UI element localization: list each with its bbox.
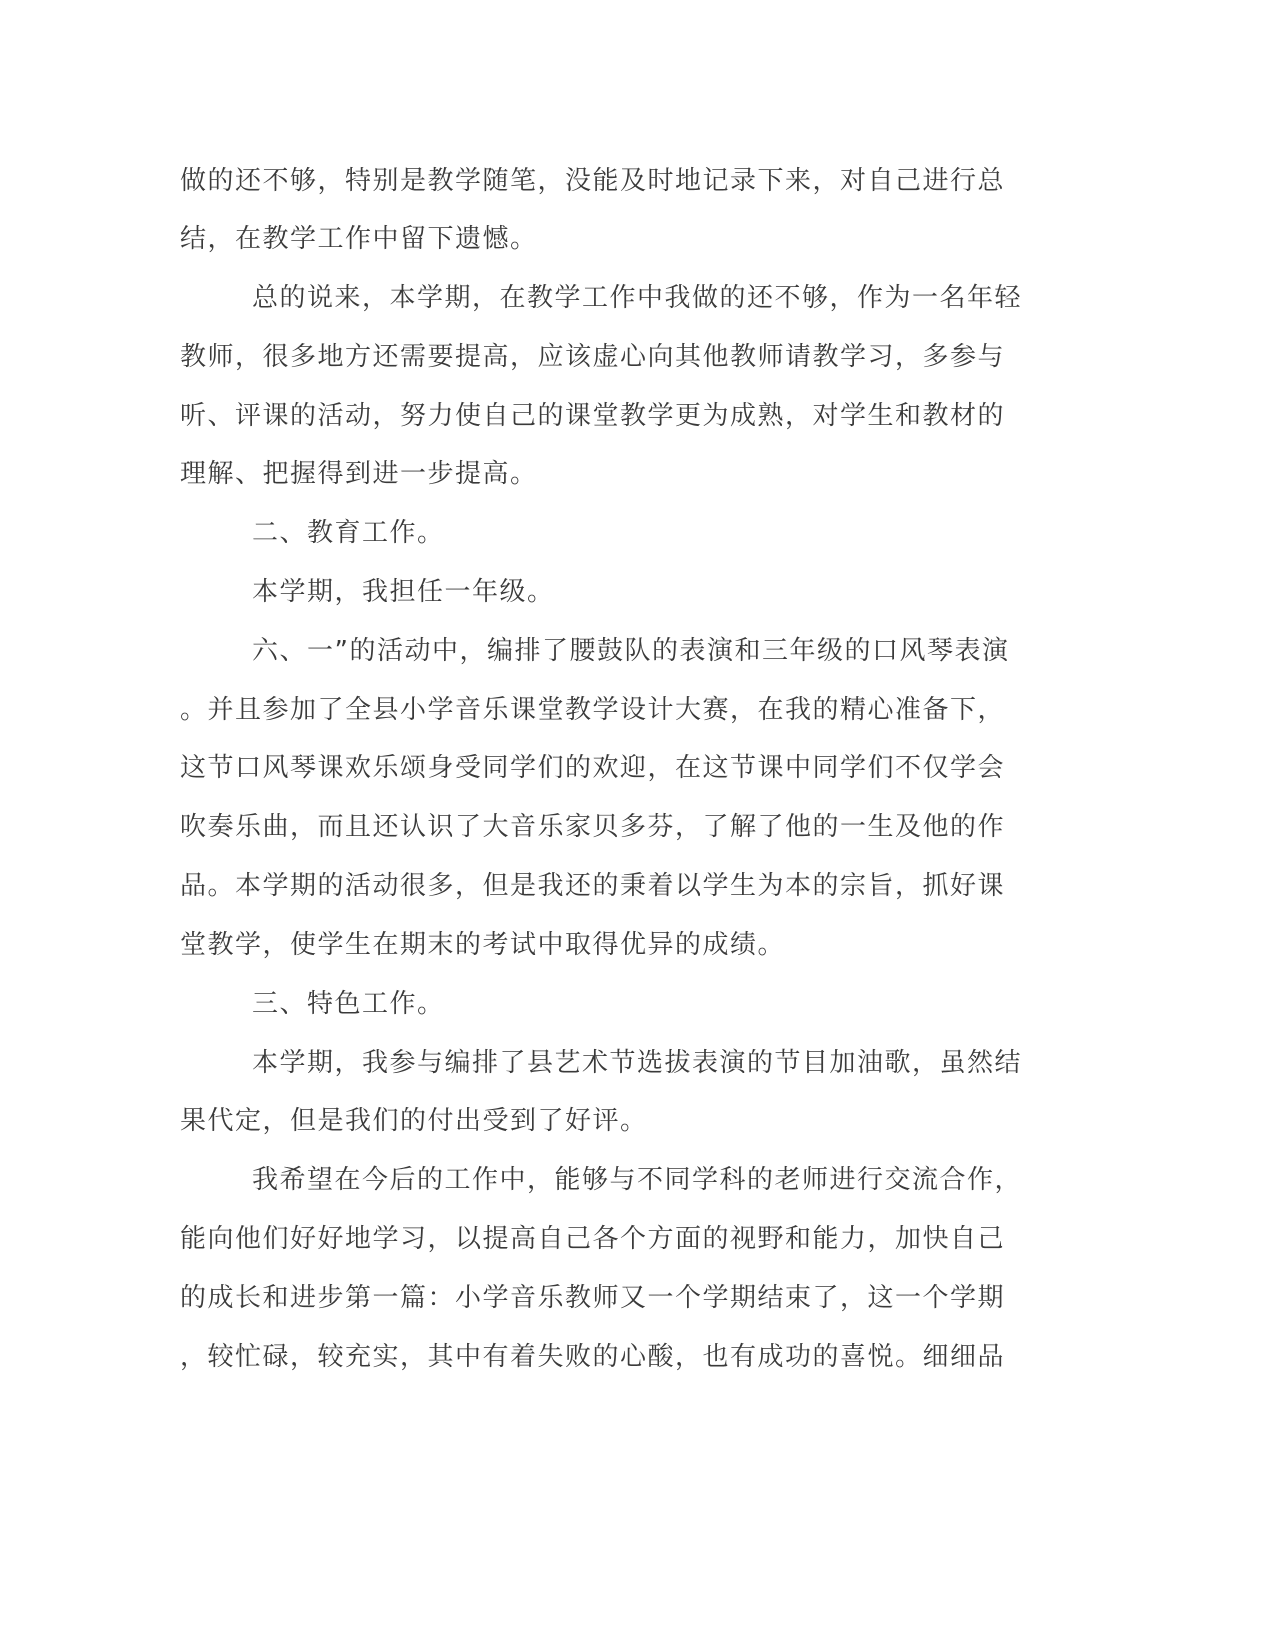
text-line: 这节口风琴课欢乐颂身受同学们的欢迎，在这节课中同学们不仅学会 [180, 753, 1006, 783]
paragraph-start-line: 本学期，我参与编排了县艺术节选拔表演的节目加油歌，虽然结 [252, 1048, 1023, 1078]
text-line: 教师，很多地方还需要提高，应该虚心向其他教师请教学习，多参与 [180, 342, 1006, 372]
text-line: 的成长和进步第一篇：小学音乐教师又一个学期结束了，这一个学期 [180, 1283, 1006, 1313]
text-line: ，较忙碌，较充实，其中有着失败的心酸，也有成功的喜悦。细细品 [180, 1342, 1006, 1372]
text-line: 听、评课的活动，努力使自己的课堂教学更为成熟，对学生和教材的 [180, 401, 1006, 431]
paragraph-start-line: 本学期，我担任一年级。 [252, 577, 555, 607]
text-line: 结，在教学工作中留下遗憾。 [180, 224, 538, 254]
text-line: 品。本学期的活动很多，但是我还的秉着以学生为本的宗旨，抓好课 [180, 871, 1006, 901]
text-line: 。并且参加了全县小学音乐课堂教学设计大赛，在我的精心准备下， [180, 695, 1006, 725]
paragraph-start-line: 六、一”的活动中，编排了腰鼓队的表演和三年级的口风琴表演 [252, 636, 1010, 666]
text-line: 堂教学，使学生在期末的考试中取得优异的成绩。 [180, 930, 786, 960]
text-line: 吹奏乐曲，而且还认识了大音乐家贝多芬，了解了他的一生及他的作 [180, 812, 1006, 842]
section-heading: 三、特色工作。 [252, 989, 445, 1019]
text-line: 理解、把握得到进一步提高。 [180, 459, 538, 489]
section-heading: 二、教育工作。 [252, 518, 445, 548]
text-line: 能向他们好好地学习，以提高自己各个方面的视野和能力，加快自己 [180, 1224, 1006, 1254]
paragraph-start-line: 总的说来，本学期，在教学工作中我做的还不够，作为一名年轻 [252, 283, 1023, 313]
text-line: 果代定，但是我们的付出受到了好评。 [180, 1106, 648, 1136]
text-line: 做的还不够，特别是教学随笔，没能及时地记录下来，对自己进行总 [180, 166, 1006, 196]
paragraph-start-line: 我希望在今后的工作中，能够与不同学科的老师进行交流合作， [252, 1165, 1023, 1195]
